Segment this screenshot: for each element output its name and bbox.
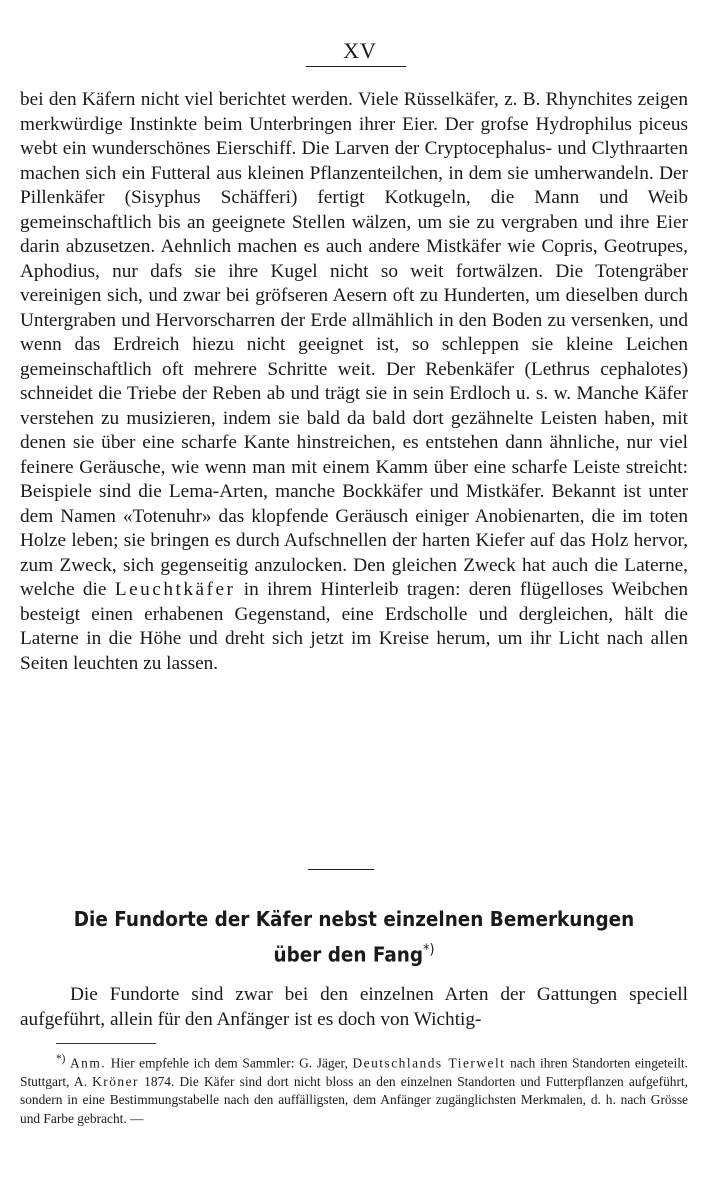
footnote-work-title: Deutschlands Tierwelt	[352, 1055, 506, 1071]
footnote-text-1: Hier empfehle ich dem Sammler: G. Jäger,	[106, 1055, 353, 1071]
section-heading	[47, 904, 662, 971]
spaced-term-leuchtkaefer: Leuchtkäfer	[114, 579, 236, 600]
section-heading-line-2: über den Fang	[273, 942, 424, 967]
footnote-anm: Anm.	[69, 1055, 107, 1071]
intro-paragraph: Die Fundorte sind zwar bei den einzelnen Arten der Gattungen speciell aufgeführt, allein für den Anfänger ist es doch von Wichtig-	[20, 984, 688, 1030]
footnote-mark: *)	[56, 1053, 66, 1065]
body-paragraph	[20, 88, 688, 676]
footnote	[20, 1050, 688, 1128]
header-rule	[306, 66, 406, 67]
footnote-publisher: Kröner	[92, 1073, 140, 1089]
body-text-part-2: in ihrem Hinterleib tragen: deren flügelloses Weibchen besteigt einen erhabenen Gegenstand, eine Erdscholle und dergleichen, hält die Laterne in die Höhe und dreht sich jetzt im Kreise herum, um ihr Licht nach allen Seiten leuchten zu lassen.	[20, 579, 689, 674]
page-number: XV	[343, 38, 377, 63]
footnote-text-2: nach ihren Standorten eingeteilt. Stuttgart, A.	[20, 1055, 688, 1089]
body-text-part-1: bei den Käfern nicht viel berichtet werden. Viele Rüsselkäfer, z. B. Rhynchites zeigen merkwürdige Instinkte beim Unterbringen ihrer Eier. Der grofse Hydrophilus piceus webt ein wunderschönes Eierschiff. Die Larven der Cryptocephalus- und Clythraarten machen sich ein Futteral aus kleinen Pflanzenteilchen, in dem sie umherwandeln. Der Pillenkäfer (Sisyphus Schäfferi) fertigt Kotkugeln, die Mann und Weib gemeinschaftlich bis an geeignete Stellen wälzen, um sie zu vergraben und ihre Eier darin abzusetzen. Aehnlich machen es auch andere Mistkäfer wie Copris, Geotrupes, Aphodius, nur dafs sie ihre Kugel nicht so weit fortwälzen. Die Totengräber vereinigen sich, und zwar bei gröfseren Aesern oft zu Hunderten, um dieselben durch Untergraben und Hervorscharren der Erde allmählich in den Boden zu versenken, und wenn das Erdreich hiezu nicht geeignet ist, so schleppen sie kleine Leichen gemeinschaftlich oft mehrere Schritte weit. Der Rebenkäfer (Lethrus cephalotes) schneidet die Triebe der Reben ab und trägt sie in sein Erdloch u. s. w. Manche Käfer verstehen zu musizieren, indem sie bald da bald dort gezähnelte Leisten haben, mit denen sie über eine scharfe Kante hinstreichen, es entstehen dann ähnliche, nur viel feinere Geräusche, wie wenn man mit einem Kamm über eine scharfe Leiste streicht: Beispiele sind die Lema-Arten, manche Bockkäfer und Mistkäfer. Bekannt ist unter dem Namen «Totenuhr» das klopfende Geräusch einiger Anobienarten, die im toten Holze leben; sie bringen es durch Aufschnellen der harten Kiefer auf das Holz hervor, zum Zweck, sich gegenseitig anzulocken. Den gleichen Zweck hat auch die Laterne, welche die	[20, 89, 688, 600]
section-separator	[308, 869, 374, 870]
footnote-text-3: 1874. Die Käfer sind dort nicht bloss an den einzelnen Standorten und Futterpflanzen aufgeführt, sondern in eine Bestimmungstabelle nach den auffälligsten, dem Anfänger zugänglichsten Merkmalen, d. h. nach Grösse und Farbe gebracht. —	[20, 1073, 688, 1126]
section-heading-line-1: Die Fundorte der Käfer nebst einzelnen Bemerkungen	[73, 907, 635, 931]
footnote-rule	[56, 1043, 156, 1044]
footnote-marker: *)	[423, 942, 435, 958]
